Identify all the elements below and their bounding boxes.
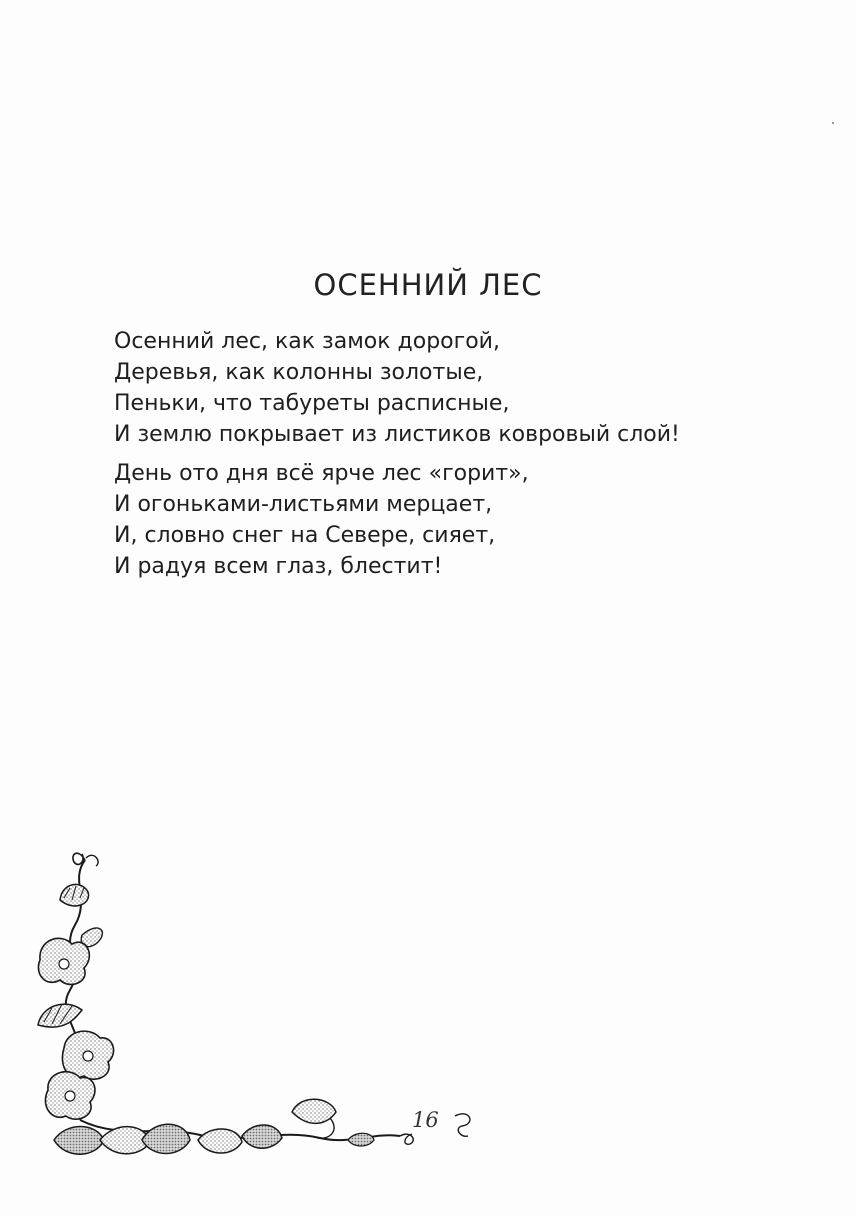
poem-line: И огоньками-листьями мерцает, (114, 492, 493, 517)
stanza-1 (114, 326, 680, 450)
poem-line: И радуя всем глаз, блестит! (114, 554, 443, 579)
print-speck (832, 122, 834, 124)
poem-title: ОСЕННИЙ ЛЕС (313, 268, 543, 302)
stanza-2 (114, 458, 529, 582)
poem-line: Деревья, как колонны золотые, (114, 360, 484, 385)
poem-line: День ото дня всё ярче лес «горит», (114, 461, 529, 486)
poem-line: И, словно снег на Севере, сияет, (114, 523, 496, 548)
poem-line: Пеньки, что табуреты расписные, (114, 391, 510, 416)
poem-line: И землю покрывает из листиков ковровый слой! (114, 422, 680, 447)
page-number: 16 (412, 1108, 439, 1132)
poem-line: Осенний лес, как замок дорогой, (114, 329, 500, 354)
